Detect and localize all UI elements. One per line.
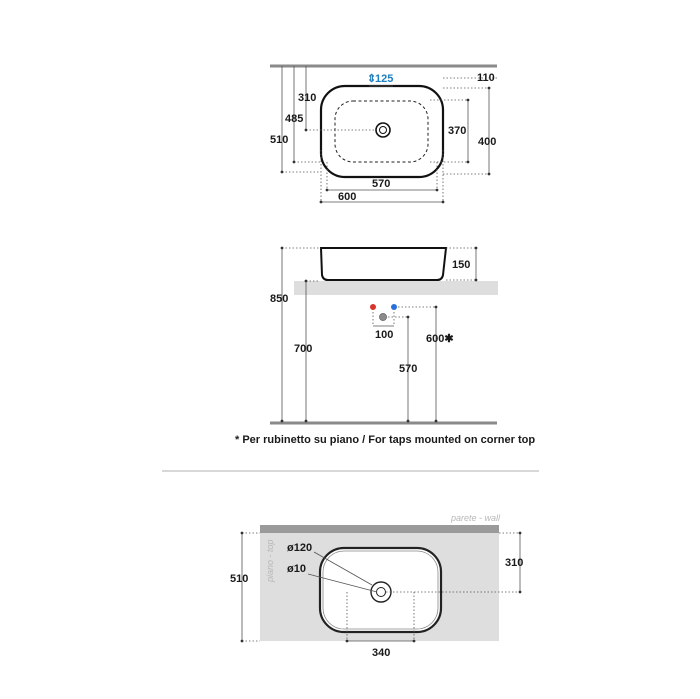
dim-hole-120: ø120 [287,542,313,554]
dim-310-plan: 310 [505,557,524,569]
dim-400: 400 [478,136,497,148]
top-view [270,66,497,203]
top-label: piano - top [265,539,275,582]
dim-310-top: 310 [298,92,317,104]
tap-cold-icon [391,304,397,310]
dim-850: 850 [270,293,289,305]
dim-125-arrow: ⇕ [367,73,377,85]
dim-150: 150 [452,259,471,271]
side-view-basin [321,248,446,280]
dim-570-side: 570 [399,363,418,375]
dim-100: 100 [375,329,394,341]
plan-view-basin-outer [320,548,441,632]
dim-510-top: 510 [270,134,289,146]
dim-340: 340 [372,647,391,659]
plan-view-wall [260,525,499,533]
dim-600-taps: 600✱ [426,333,454,345]
wall-label: parete - wall [451,513,501,523]
side-view [235,247,535,446]
dim-hole-10: ø10 [287,563,306,575]
taps-note: * Per rubinetto su piano / For taps mounted on corner top [235,434,536,446]
drain-pipe-icon [379,313,386,320]
top-view-basin-outer [321,86,443,177]
dim-110: 110 [477,72,495,84]
plan-view [230,513,523,659]
dim-370: 370 [448,125,467,137]
dim-600-top: 600 [338,191,357,203]
dim-700: 700 [294,343,313,355]
side-view-counter [294,281,498,295]
dim-570-top: 570 [372,178,391,190]
dim-125: 125 [375,73,394,85]
tap-hot-icon [370,304,376,310]
dim-510-plan: 510 [230,573,249,585]
dim-485: 485 [285,113,304,125]
